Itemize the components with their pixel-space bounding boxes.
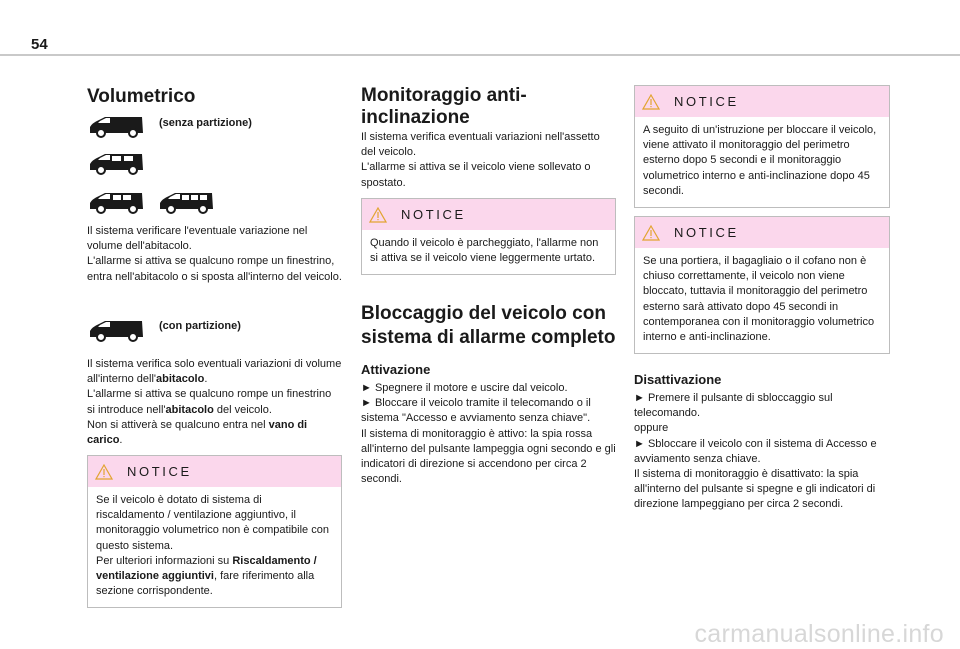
warning-icon	[642, 94, 660, 110]
notice-title: NOTICE	[127, 464, 192, 479]
notice-box-lock-delay	[634, 85, 890, 208]
section-title-anti-inclinazione: Monitoraggio anti-inclinazione	[361, 85, 527, 128]
notice-title: NOTICE	[674, 225, 739, 240]
header-divider	[0, 54, 960, 56]
attivazione-step-1: ► Spegnere il motore e uscire dal veicolo.	[361, 382, 568, 394]
label-partition: (con partizione)	[159, 320, 241, 333]
notice-box-parked	[361, 198, 616, 275]
label-no-partition: (senza partizione)	[159, 117, 252, 130]
disattivazione-step-2: ► Sbloccare il veicolo con il sistema di Accesso e avviamento senza chiave.	[634, 437, 877, 465]
partition-paragraph-3: Non si attiverà se qualcuno entra nel vano di carico.	[87, 418, 308, 447]
disattivazione-step-1: ► Premere il pulsante di sbloccaggio sul telecomando.	[634, 392, 833, 420]
disattivazione-result: Il sistema di monitoraggio è disattivato: la spia all'interno del pulsante si spegne e gli indicatori di direzione lampeggiano per circa 2 secondi.	[634, 468, 876, 511]
van-long-combi-icon	[157, 192, 215, 214]
notice-box-heating	[87, 455, 342, 608]
notice-heating-text-2: Per ulteriori informazioni su Riscaldamento / ventilazione aggiuntivi, fare riferimento alla sezione corrispondente.	[96, 554, 317, 598]
subtitle-attivazione: Attivazione	[361, 362, 431, 377]
volumetrico-paragraph-2: L'allarme si attiva se qualcuno rompe un finestrino, entra nell'abitacolo o si sposta all'interno del veicolo.	[87, 255, 342, 283]
warning-icon	[95, 464, 113, 480]
section-title-bloccaggio: Bloccaggio del veicolo con sistema di allarme completo	[361, 303, 616, 348]
warning-icon	[642, 225, 660, 241]
van-combi-icon	[87, 153, 145, 175]
watermark: carmanualsonline.info	[694, 620, 944, 648]
van-partition-icon	[87, 320, 145, 342]
section-title-volumetrico: Volumetrico	[87, 86, 196, 107]
partition-paragraph-1: Il sistema verifica solo eventuali variazioni di volume all'interno dell'abitacolo.	[87, 358, 342, 386]
subtitle-disattivazione: Disattivazione	[634, 372, 722, 387]
notice-title: NOTICE	[674, 94, 739, 109]
disattivazione-or: oppure	[634, 422, 669, 435]
notice-heating-text-1: Se il veicolo è dotato di sistema di riscaldamento / ventilazione aggiuntivo, il monitoraggio volumetrico non è compatibile con questo sistema.	[96, 494, 329, 552]
attivazione-step-2: ► Bloccare il veicolo tramite il telecomando o il sistema "Accesso e avviamento senza chiave".	[361, 397, 591, 425]
volumetrico-paragraph-1: Il sistema verificare l'eventuale variazione nel volume dell'abitacolo.	[87, 225, 308, 253]
van-panel-icon	[87, 116, 145, 138]
notice-title: NOTICE	[401, 207, 466, 222]
page-number: 54	[31, 36, 48, 53]
notice-box-open-door	[634, 216, 890, 354]
anti-inclinazione-paragraph-1: Il sistema verifica eventuali variazioni nell'assetto del veicolo.	[361, 131, 600, 159]
partition-paragraph-2: L'allarme si attiva se qualcuno rompe un finestrino si introduce nell'abitacolo del veicolo.	[87, 388, 332, 416]
van-crew-cab-icon	[87, 192, 145, 214]
warning-icon	[369, 207, 387, 223]
attivazione-result: Il sistema di monitoraggio è attivo: la spia rossa all'interno del pulsante lampeggia ogni secondo e gli indicatori di direzione si accendono per circa 2 secondi.	[361, 427, 616, 486]
anti-inclinazione-paragraph-2: L'allarme si attiva se il veicolo viene sollevato o spostato.	[361, 161, 591, 189]
notice-lock-delay-text: A seguito di un'istruzione per bloccare il veicolo, viene attivato il monitoraggio del perimetro esterno dopo 5 secondi e il monitoraggio volumetrico interno e anti-inclinazione dopo 45 secondi.	[643, 124, 877, 197]
notice-parked-text: Quando il veicolo è parcheggiato, l'allarme non si attiva se il veicolo viene leggermente urtato.	[370, 237, 599, 265]
notice-open-door-text: Se una portiera, il bagagliaio o il cofano non è chiuso correttamente, il veicolo non viene bloccato, tuttavia il monitoraggio del perimetro esterno sarà attivato dopo 45 secondi in contemporanea con il monitoraggio volumetrico interno e anti-inclinazione.	[643, 255, 875, 344]
